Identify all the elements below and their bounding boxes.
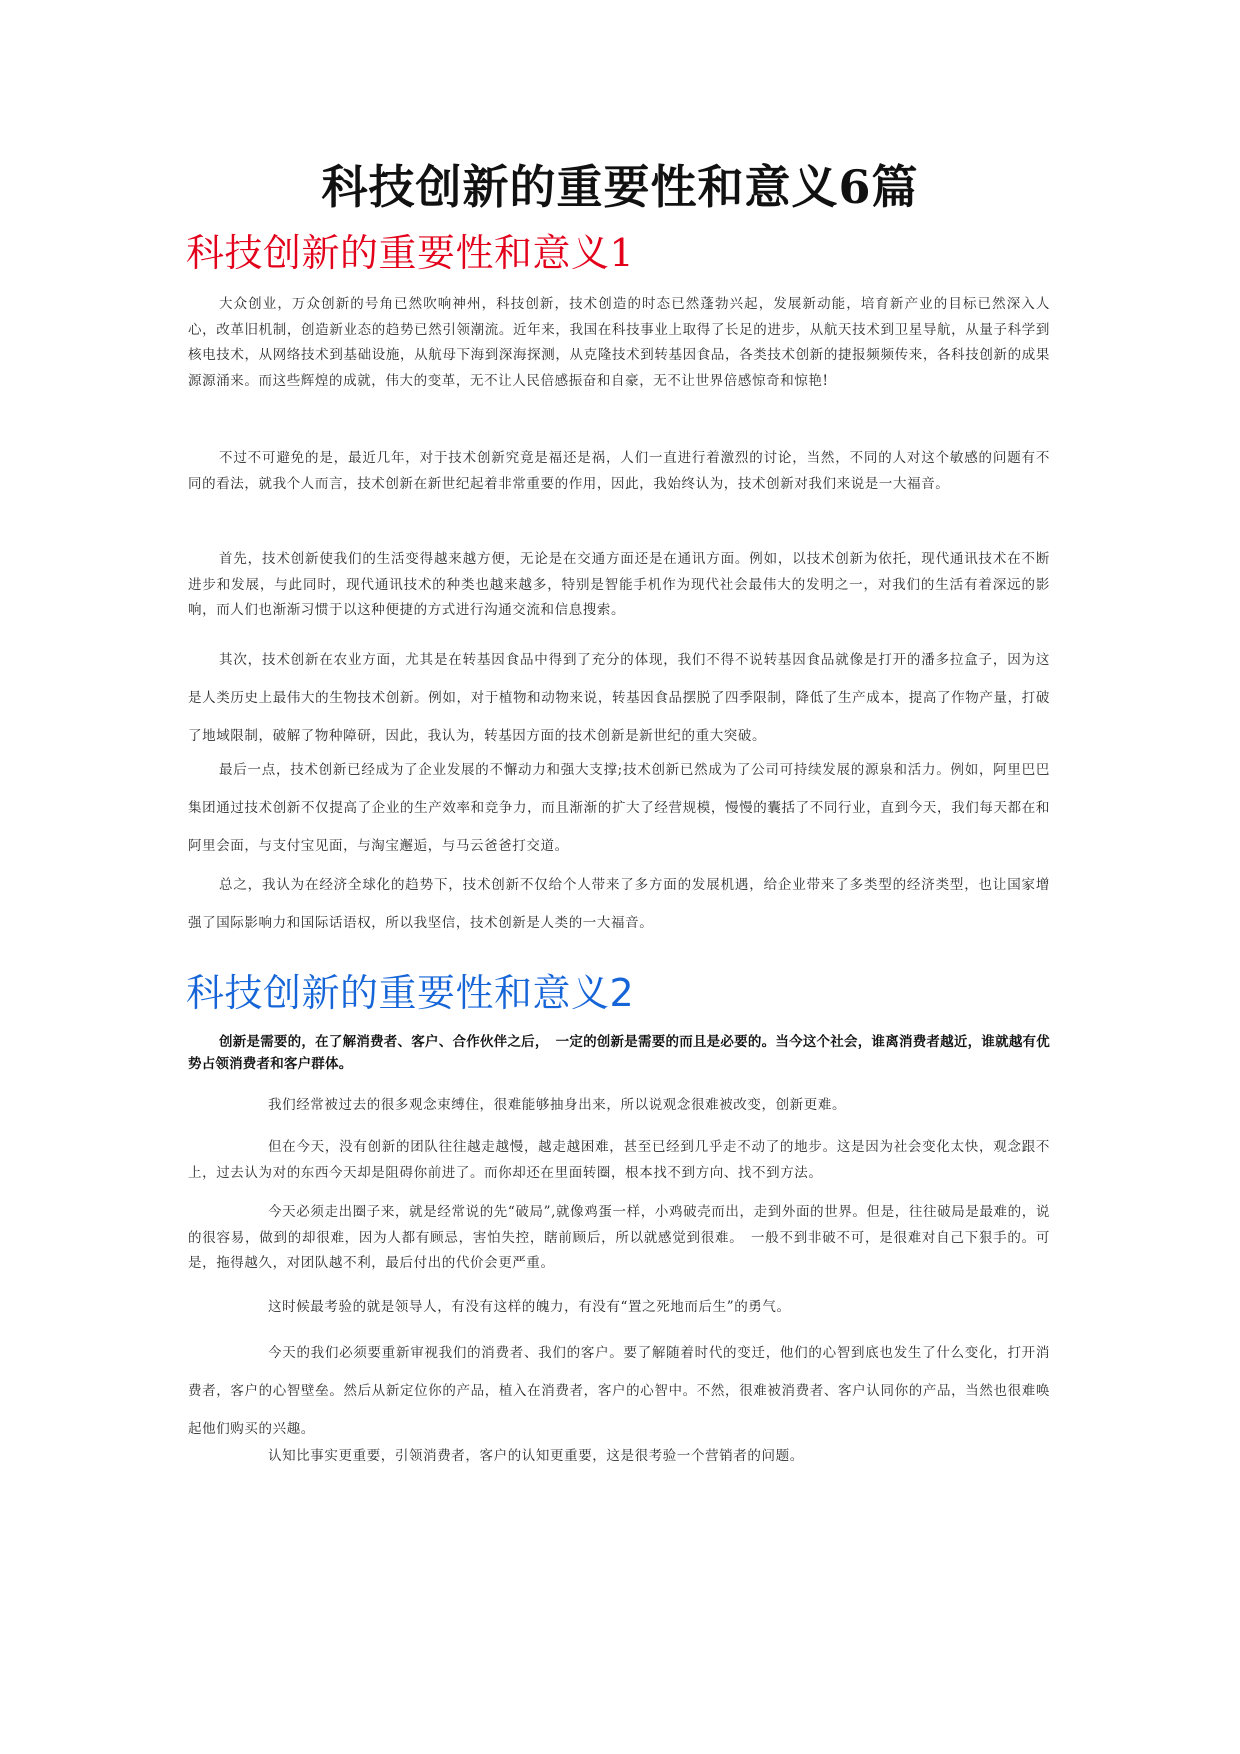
section-1-paragraph-3: 首先，技术创新使我们的生活变得越来越方便，无论是在交通方面还是在通讯方面。例如，以技术创新为依托，现代通讯技术在不断进步和发展，与此同时，现代通讯技术的种类也越来越多，特别是智能手机作为现代社会最伟大的发明之一，对我们的生活有着深远的影响，而人们也渐渐习惯于以这种便捷的方式进行沟通交流和信息搜索。 <box>188 551 1050 618</box>
section-2-paragraph-6: 认知比事实更重要，引领消费者，客户的认知更重要，这是很考验一个营销者的问题。 <box>268 1448 804 1464</box>
section-1-paragraph-4: 其次，技术创新在农业方面，尤其是在转基因食品中得到了充分的体现，我们不得不说转基因食品就像是打开的潘多拉盒子，因为这是人类历史上最伟大的生物技术创新。例如，对于植物和动物来说，转基因食品摆脱了四季限制，降低了生产成本，提高了作物产量，打破了地域限制，破解了物种障研，因此，我认为，转基因方面的技术创新是新世纪的重大突破。 <box>188 652 1050 744</box>
section-1-heading: 科技创新的重要性和意义1 <box>186 231 635 275</box>
section-2-lead: 创新是需要的，在了解消费者、客户、合作伙伴之后， 一定的创新是需要的而且是必要的。当今这个社会，谁离消费者越近，谁就越有优势占领消费者和客户群体。 <box>188 1034 1050 1072</box>
document-title: 科技创新的重要性和意义6篇 <box>321 160 919 214</box>
section-1-paragraph-2: 不过不可避免的是，最近几年，对于技术创新究竟是福还是祸，人们一直进行着激烈的讨论，当然，不同的人对这个敏感的问题有不同的看法，就我个人而言，技术创新在新世纪起着非常重要的作用，因此，我始终认为，技术创新对我们来说是一大福音。 <box>188 450 1050 492</box>
section-2-heading: 科技创新的重要性和意义2 <box>186 971 635 1015</box>
section-2-paragraph-3: 今天必须走出圈子来，就是经常说的先“破局”,就像鸡蛋一样，小鸡破壳而出，走到外面的世界。但是，往往破局是最难的，说的很容易，做到的却很难，因为人都有顾忌，害怕失控，瞎前顾后，所以就感觉到很难。 一般不到非破不可，是很难对自己下狠手的。可是，拖得越久，对团队越不利，最后付出的代价会更严重。 <box>188 1204 1050 1271</box>
section-2-paragraph-4: 这时候最考验的就是领导人，有没有这样的魄力，有没有“置之死地而后生”的勇气。 <box>268 1299 791 1315</box>
section-2-paragraph-2: 但在今天，没有创新的团队往往越走越慢，越走越困难，甚至已经到几乎走不动了的地步。这是因为社会变化太快，观念跟不上，过去认为对的东西今天却是阻碍你前进了。而你却还在里面转圈，根本找不到方向、找不到方法。 <box>188 1139 1050 1181</box>
section-2-paragraph-5: 今天的我们必须要重新审视我们的消费者、我们的客户。要了解随着时代的变迁，他们的心智到底也发生了什么变化，打开消费者，客户的心智壁垒。然后从新定位你的产品，植入在消费者，客户的心智中。不然，很难被消费者、客户认同你的产品，当然也很难唤起他们购买的兴趣。 <box>188 1345 1050 1437</box>
section-1-paragraph-5: 最后一点，技术创新已经成为了企业发展的不懈动力和强大支撑;技术创新已然成为了公司可持续发展的源泉和活力。例如，阿里巴巴集团通过技术创新不仅提高了企业的生产效率和竞争力，而且渐渐的扩大了经营规模，慢慢的囊括了不同行业，直到今天，我们每天都在和阿里会面，与支付宝见面，与淘宝邂逅，与马云爸爸打交道。 <box>188 762 1050 854</box>
section-1-paragraph-1: 大众创业，万众创新的号角已然吹响神州，科技创新，技术创造的时态已然蓬勃兴起，发展新动能，培育新产业的目标已然深入人心，改革旧机制，创造新业态的趋势已然引领潮流。近年来，我国在科技事业上取得了长足的进步，从航天技术到卫星导航，从量子科学到核电技术，从网络技术到基础设施，从航母下海到深海探测，从克隆技术到转基因食品，各类技术创新的捷报频频传来，各科技创新的成果源源涌来。而这些辉煌的成就，伟大的变革，无不让人民倍感振奋和自豪，无不让世界倍感惊奇和惊艳! <box>188 296 1050 389</box>
section-1-paragraph-6: 总之，我认为在经济全球化的趋势下，技术创新不仅给个人带来了多方面的发展机遇，给企业带来了多类型的经济类型，也让国家增强了国际影响力和国际话语权，所以我坚信，技术创新是人类的一大福音。 <box>188 877 1050 931</box>
section-2-paragraph-1: 我们经常被过去的很多观念束缚住，很难能够抽身出来，所以说观念很难被改变，创新更难。 <box>268 1097 847 1113</box>
